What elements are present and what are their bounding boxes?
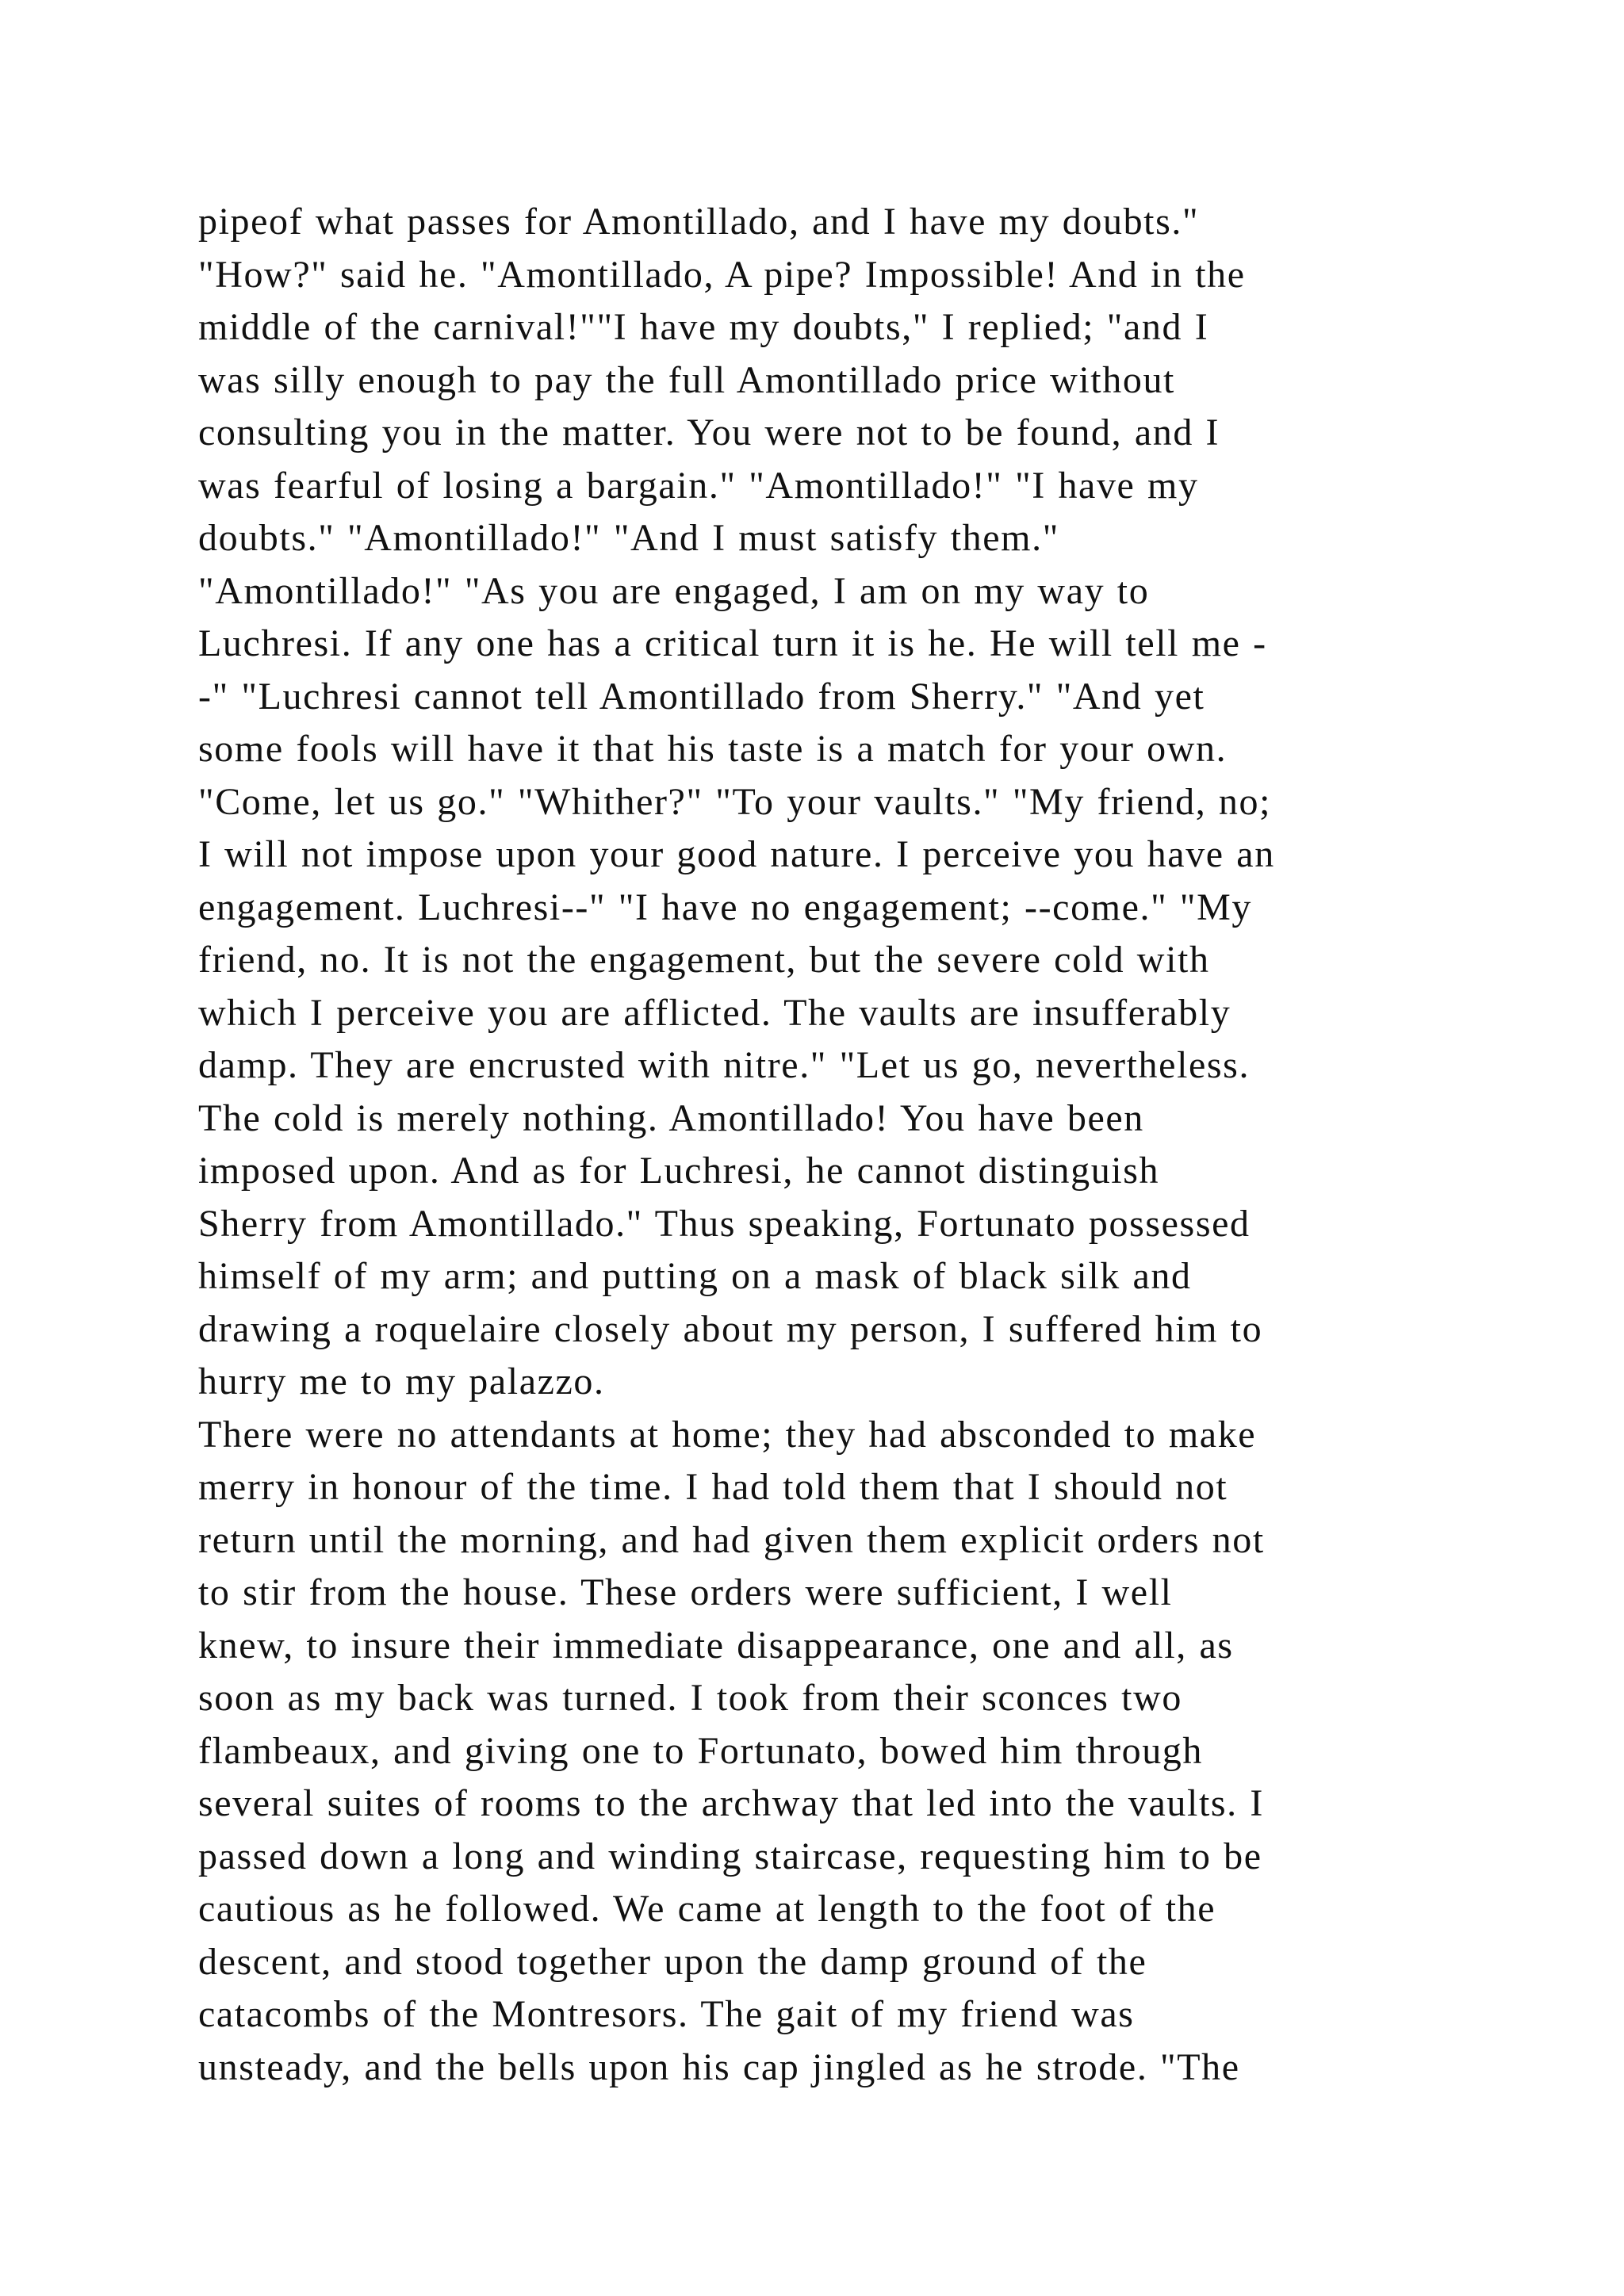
text-line: catacombs of the Montresors. The gait of my friend was (198, 1993, 1135, 2035)
text-line: I will not impose upon your good nature. I perceive you have an (198, 833, 1275, 875)
text-line: middle of the carnival!""I have my doubts," I replied; "and I (198, 306, 1209, 348)
text-line: unsteady, and the bells upon his cap jingled as he strode. "The (198, 2045, 1240, 2088)
text-line: was silly enough to pay the full Amontillado price without (198, 358, 1175, 401)
text-line: return until the morning, and had given them explicit orders not (198, 1518, 1265, 1561)
body-text (198, 196, 1515, 2094)
text-line: The cold is merely nothing. Amontillado! You have been (198, 1096, 1144, 1139)
text-line: -" "Luchresi cannot tell Amontillado from Sherry." "And yet (198, 675, 1205, 718)
text-line: himself of my arm; and putting on a mask of black silk and (198, 1255, 1192, 1297)
text-line: descent, and stood together upon the damp ground of the (198, 1940, 1147, 1983)
text-line: was fearful of losing a bargain." "Amontillado!" "I have my (198, 464, 1199, 507)
text-line: There were no attendants at home; they had absconded to make (198, 1413, 1257, 1456)
text-line: "How?" said he. "Amontillado, A pipe? Impossible! And in the (198, 253, 1246, 296)
text-line: "Amontillado!" "As you are engaged, I am on my way to (198, 569, 1150, 612)
text-line: cautious as he followed. We came at length to the foot of the (198, 1888, 1216, 1930)
text-line: pipeof what passes for Amontillado, and I have my doubts." (198, 201, 1200, 243)
text-line: friend, no. It is not the engagement, but the severe cold with (198, 939, 1210, 981)
text-line: passed down a long and winding staircase, requesting him to be (198, 1835, 1262, 1877)
text-line: merry in honour of the time. I had told them that I should not (198, 1466, 1228, 1508)
text-line: drawing a roquelaire closely about my person, I suffered him to (198, 1307, 1263, 1350)
text-line: knew, to insure their immediate disappearance, one and all, as (198, 1624, 1234, 1667)
text-line: Luchresi. If any one has a critical turn it is he. He will tell me - (198, 622, 1267, 664)
text-line: engagement. Luchresi--" "I have no engagement; --come." "My (198, 886, 1252, 928)
text-line: which I perceive you are afflicted. The vaults are insufferably (198, 991, 1231, 1034)
text-line: to stir from the house. These orders were sufficient, I well (198, 1571, 1173, 1613)
text-line: several suites of rooms to the archway that led into the vaults. I (198, 1782, 1264, 1824)
text-line: hurry me to my palazzo. (198, 1360, 605, 1402)
text-line: some fools will have it that his taste is a match for your own. (198, 728, 1228, 770)
text-line: doubts." "Amontillado!" "And I must satisfy them." (198, 517, 1059, 559)
text-line: consulting you in the matter. You were not to be found, and I (198, 411, 1220, 453)
text-line: "Come, let us go." "Whither?" "To your vaults." "My friend, no; (198, 780, 1272, 823)
text-line: damp. They are encrusted with nitre." "Let us go, nevertheless. (198, 1044, 1251, 1086)
text-line: imposed upon. And as for Luchresi, he cannot distinguish (198, 1150, 1160, 1192)
text-line: flambeaux, and giving one to Fortunato, bowed him through (198, 1729, 1204, 1772)
text-line: Sherry from Amontillado." Thus speaking, Fortunato possessed (198, 1202, 1251, 1245)
text-line: soon as my back was turned. I took from their sconces two (198, 1677, 1182, 1719)
